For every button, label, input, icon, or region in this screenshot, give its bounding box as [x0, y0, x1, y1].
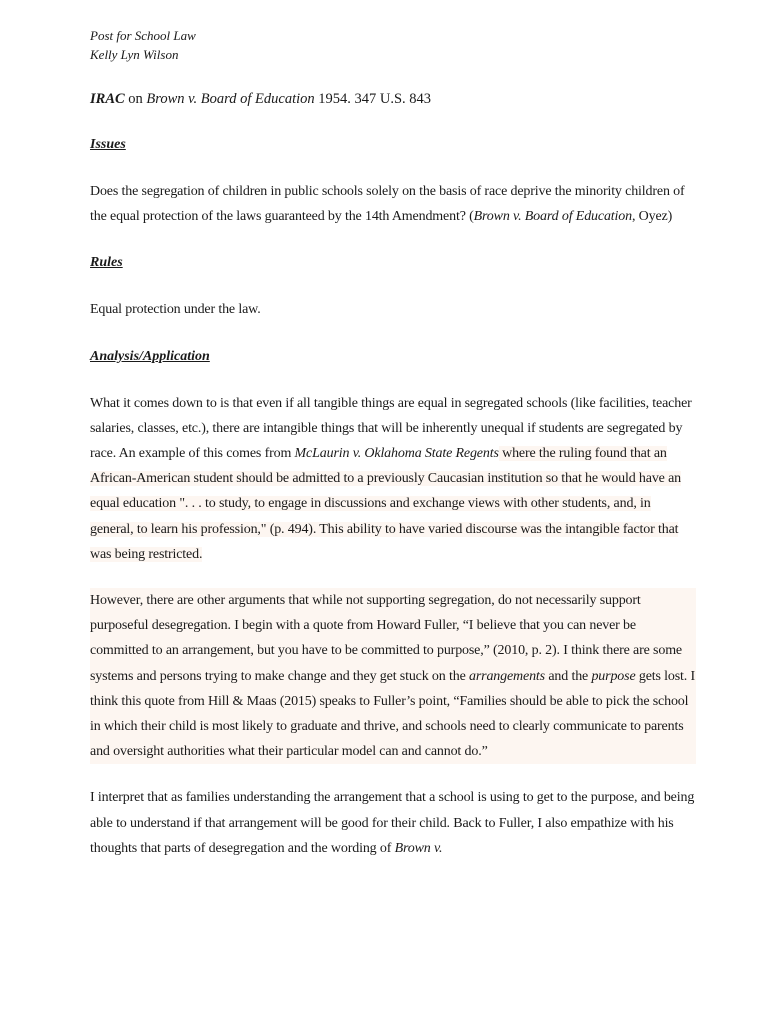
inline-italic: purpose	[591, 668, 636, 684]
analysis-p1-text: What it comes down to is that even if all tangible things are equal in segregated schools (like facilities, teacher salaries, classes, etc.), there are intangible things that will be inherently unequal if students are segregated by race. An example of this comes from	[90, 395, 692, 462]
title-on: on	[124, 91, 147, 107]
rules-paragraph: Equal protection under the law.	[90, 302, 261, 318]
analysis-p2-text-cont: gets lost. I think this quote from Hill & Maas (2015) speaks to Fuller’s point, “Families should be able to pick the school in which their child is most likely to graduate and thrive, and schools need to clearly communicate to parents and oversight authorities what their particular model can and cannot do.”	[90, 668, 696, 760]
title-irac: IRAC	[90, 91, 125, 107]
analysis-p3-text: I interpret that as families understanding the arrangement that a school is using to get to the purpose, and being able to understand if that arrangement will be good for their child. Back to Fuller, I also empathize with his thoughts that parts of desegregation and the wording of	[90, 790, 695, 856]
header-author: Kelly Lyn Wilson	[90, 47, 179, 62]
analysis-paragraph-3	[90, 785, 696, 861]
issues-source: , Oyez)	[631, 209, 673, 225]
analysis-paragraph-1	[90, 391, 696, 567]
analysis-p1-text-cont: where the ruling found that an African-American student should be admitted to a previously Caucasian institution so that he would have an equal education ". . . to study, to engage in discussions and exchange views with other students, and, in general, to learn his profession," (p. 494). This ability to have varied discourse was the intangible factor that was being restricted.	[90, 446, 682, 562]
title-citation: 1954. 347 U.S. 843	[314, 91, 432, 107]
rules-heading: Rules	[90, 255, 123, 271]
inline-italic: McLaurin v. Oklahoma State Regents	[294, 446, 499, 462]
title-case: Brown v. Board of Education	[146, 91, 315, 107]
issues-paragraph	[90, 179, 696, 229]
analysis-p2-and: and the	[544, 668, 592, 684]
issues-heading: Issues	[90, 137, 126, 152]
inline-italic: Brown v. Board of Education	[473, 209, 632, 225]
document-title	[90, 88, 696, 110]
inline-italic: Brown v.	[394, 840, 443, 856]
issues-text: Does the segregation of children in public schools solely on the basis of race deprive the minority children of the equal protection of the laws guaranteed by the 14th Amendment? (	[90, 184, 685, 225]
analysis-p2-text: However, there are other arguments that while not supporting segregation, do not necessarily support purposeful desegregation. I begin with a quote from Howard Fuller, “I believe that you can never be committed to an arrangement, but you have to be committed to purpose,” (2010, p. 2). I think there are some systems and persons trying to make change and they get stuck on the	[90, 593, 683, 684]
header-course: Post for School Law	[90, 28, 196, 43]
analysis-paragraph-2	[90, 588, 696, 764]
inline-italic: arrangements	[469, 668, 545, 684]
analysis-heading: Analysis/Application	[90, 348, 210, 364]
